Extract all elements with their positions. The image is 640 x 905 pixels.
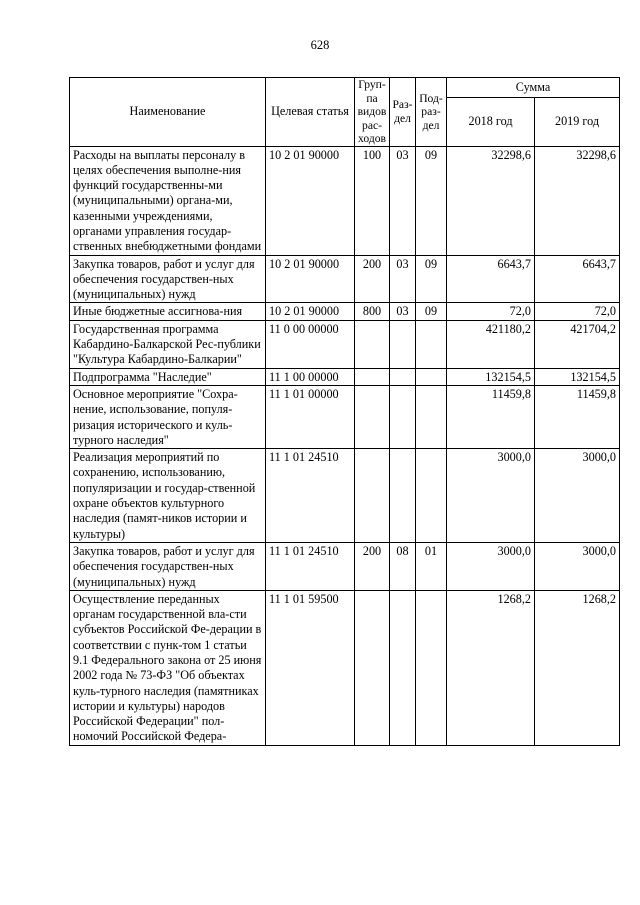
row-group [355,368,390,385]
row-target: 10 2 01 90000 [266,146,355,255]
row-sum-2019: 3000,0 [535,449,620,543]
row-group: 800 [355,303,390,320]
header-target: Целевая статья [266,78,355,147]
row-group [355,449,390,543]
row-subsection: 01 [416,542,447,590]
row-sum-2019: 11459,8 [535,385,620,448]
row-name: Расходы на выплаты персоналу в целях обеспечения выполне-ния функций государственны-ми (муниципальными) органа-ми, казенными учреждениями, органами управления государ-ственных внебюджетными фондами [70,146,266,255]
row-subsection [416,368,447,385]
row-sum-2019: 72,0 [535,303,620,320]
row-subsection [416,449,447,543]
row-sum-2019: 421704,2 [535,320,620,368]
row-section [390,368,416,385]
header-group: Груп-па видов рас-ходов [355,78,390,147]
row-subsection [416,590,447,745]
table-row [70,368,620,385]
row-sum-2018: 1268,2 [447,590,535,745]
row-sum-2018: 3000,0 [447,449,535,543]
row-name: Осуществление переданных органам государственной вла-сти субъектов Российской Фе-дерации в соответствии с пунк-том 1 статьи 9.1 Федерального закона от 25 июня 2002 года № 73-ФЗ "Об объектах куль-турного наследия (памятниках истории и культуры) народов Российской Федерации" пол-номочий Российской Федера- [70,590,266,745]
row-name: Иные бюджетные ассигнова-ния [70,303,266,320]
row-section [390,385,416,448]
table-row [70,385,620,448]
row-group: 200 [355,542,390,590]
row-sum-2018: 11459,8 [447,385,535,448]
table-row [70,542,620,590]
row-target: 10 2 01 90000 [266,303,355,320]
row-subsection [416,385,447,448]
header-section: Раз-дел [390,78,416,147]
row-group [355,320,390,368]
row-name: Подпрограмма "Наследие" [70,368,266,385]
row-group [355,590,390,745]
row-name: Основное мероприятие "Сохра-нение, использование, популя-ризация исторического и куль-турного наследия" [70,385,266,448]
row-section [390,590,416,745]
row-subsection: 09 [416,255,447,303]
row-sum-2018: 421180,2 [447,320,535,368]
row-target: 11 1 01 24510 [266,449,355,543]
row-section [390,449,416,543]
row-name: Закупка товаров, работ и услуг для обеспечения государствен-ных (муниципальных) нужд [70,542,266,590]
row-sum-2018: 72,0 [447,303,535,320]
row-sum-2019: 1268,2 [535,590,620,745]
table-row [70,449,620,543]
row-sum-2018: 6643,7 [447,255,535,303]
table-row [70,146,620,255]
row-target: 11 1 01 24510 [266,542,355,590]
page-number: 628 [310,38,330,52]
row-target: 11 1 01 59500 [266,590,355,745]
row-section: 03 [390,303,416,320]
row-group [355,385,390,448]
row-target: 11 0 00 00000 [266,320,355,368]
row-sum-2018: 32298,6 [447,146,535,255]
row-subsection: 09 [416,146,447,255]
row-sum-2018: 132154,5 [447,368,535,385]
row-section [390,320,416,368]
header-year-2019: 2019 год [535,97,620,146]
row-sum-2018: 3000,0 [447,542,535,590]
row-name: Реализация мероприятий по сохранению, использованию, популяризации и государ-ственной охране объектов культурного наследия (памят-ников истории и культуры) [70,449,266,543]
header-subsection: Под-раз-дел [416,78,447,147]
table-row [70,303,620,320]
table-header-row [70,78,620,98]
row-subsection [416,320,447,368]
header-year-2018: 2018 год [447,97,535,146]
row-name: Государственная программа Кабардино-Балкарской Рес-публики "Культура Кабардино-Балкарии" [70,320,266,368]
table-row [70,255,620,303]
row-sum-2019: 3000,0 [535,542,620,590]
row-sum-2019: 132154,5 [535,368,620,385]
header-name: Наименование [70,78,266,147]
row-group: 100 [355,146,390,255]
header-sum: Сумма [447,78,620,98]
row-name: Закупка товаров, работ и услуг для обеспечения государствен-ных (муниципальных) нужд [70,255,266,303]
budget-table [69,77,620,746]
row-section: 08 [390,542,416,590]
row-target: 11 1 01 00000 [266,385,355,448]
row-section: 03 [390,146,416,255]
row-section: 03 [390,255,416,303]
row-subsection: 09 [416,303,447,320]
row-target: 11 1 00 00000 [266,368,355,385]
table-row [70,590,620,745]
row-sum-2019: 32298,6 [535,146,620,255]
row-group: 200 [355,255,390,303]
row-target: 10 2 01 90000 [266,255,355,303]
row-sum-2019: 6643,7 [535,255,620,303]
table-row [70,320,620,368]
